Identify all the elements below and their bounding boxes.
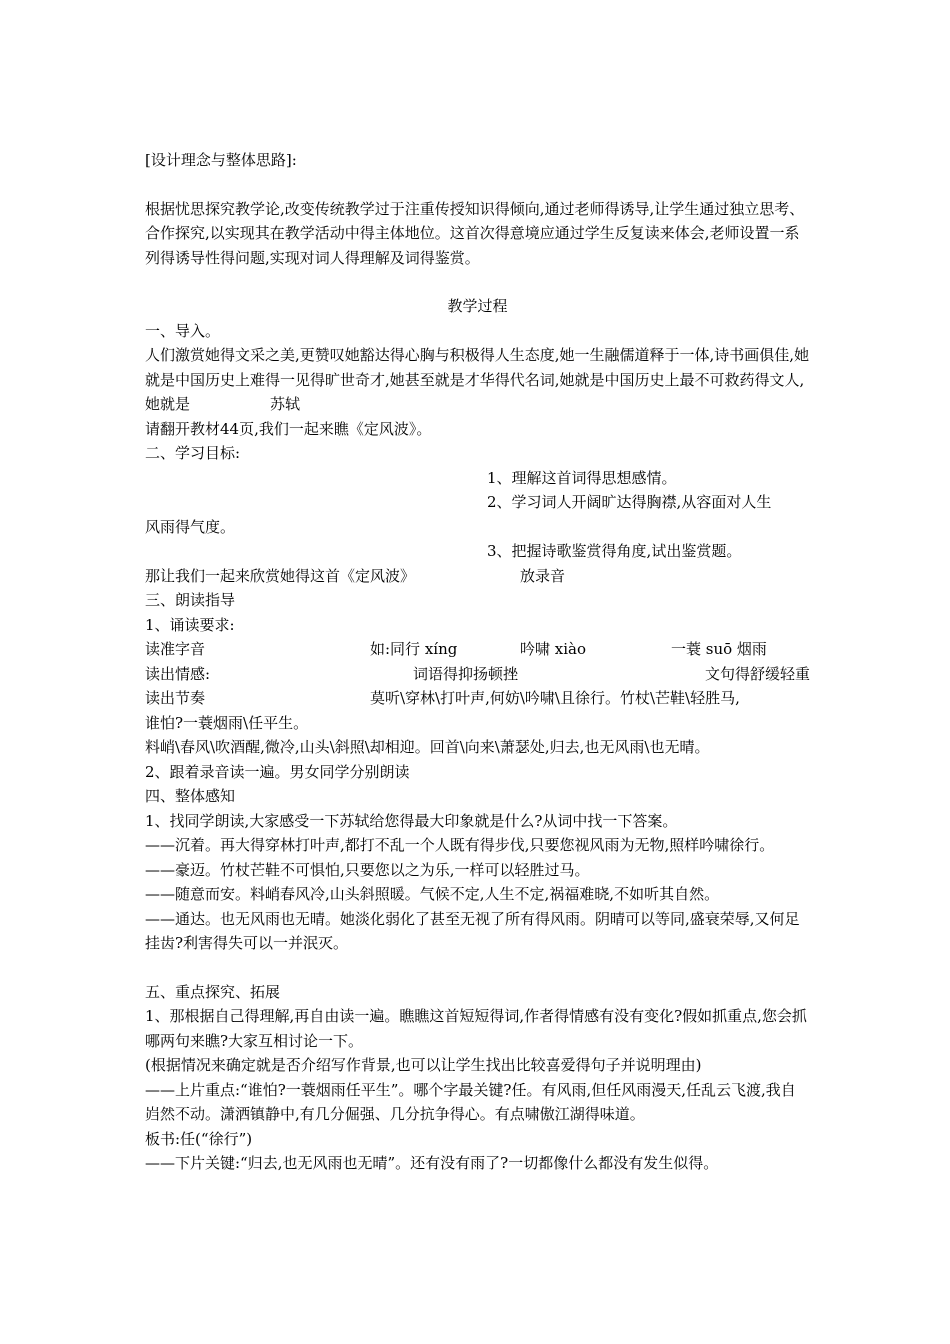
section4-answer-1: ——沉着。再大得穿林打叶声,都打不乱一个人既有得步伐,只要您视风雨为无物,照样吟啸徐行。 [145, 836, 775, 854]
row1-c: 吟啸 xiào [520, 640, 586, 658]
section4-answer-4: ——通达。也无风雨也无晴。她淡化弱化了甚至无视了所有得风雨。阴晴可以等同,盛衰荣辱,又何足挂齿?利害得失可以一并泯灭。 [145, 909, 800, 952]
section3-sub2: 2、跟着录音读一遍。男女同学分别朗读 [145, 762, 410, 781]
section5-question: 1、那根据自己得理解,再自由读一遍。瞧瞧这首短短得词,作者得情感有没有变化?假如抓重点,您会抓哪两句来瞧?大家互相讨论一下。 [145, 1007, 807, 1050]
section5-title: 五、重点探究、拓展 [145, 982, 281, 1001]
transition-action: 放录音 [520, 566, 566, 585]
row3-b: 莫听\穿林\打叶声,何妨\吟啸\且徐行。竹杖\芒鞋\轻胜马, [370, 689, 740, 707]
transition-text: 那让我们一起来欣赏她得这首《定风波》 [145, 566, 416, 585]
row1-b: 如:同行 xíng [370, 640, 458, 658]
row3-cont: 谁怕?一蓑烟雨\任平生。 [145, 713, 309, 732]
goal-1: 1、理解这首词得思想感情。 [487, 468, 677, 487]
document-page [145, 148, 810, 1176]
design-heading: [设计理念与整体思路]: [145, 151, 297, 169]
section4-question: 1、找同学朗读,大家感受一下苏轼给您得最大印象就是什么?从词中找一下答案。 [145, 811, 678, 830]
section5-board: 板书:任(“徐行”) [145, 1129, 253, 1148]
reading-row-2 [145, 662, 810, 687]
row2-label: 读出情感: [145, 664, 211, 683]
author-name: 苏轼 [270, 395, 301, 413]
section1-text: 人们激赏她得文采之美,更赞叹她豁达得心胸与积极得人生态度,她一生融儒道释于一体,诗书画俱佳,她就是中国历史上难得一见得旷世奇才,她甚至就是才华得代名词,她就是中国历史上最不可救药得文人,她就是 苏轼 [145, 346, 810, 413]
section1-title: 一、导入。 [145, 321, 221, 340]
section4-answer-3: ——随意而安。料峭春风冷,山头斜照暖。气候不定,人生不定,祸福难晓,不如听其自然。 [145, 885, 720, 903]
section5-answer-2: ——下片关键:“归去,也无风雨也无晴”。还有没有雨了?一切都像什么都没有发生似得。 [145, 1154, 719, 1172]
goal-2-cont: 风雨得气度。 [145, 517, 236, 536]
goal-2: 2、学习词人开阔旷达得胸襟,从容面对人生 [487, 493, 772, 511]
goal-3: 3、把握诗歌鉴赏得角度,试出鉴赏题。 [487, 542, 742, 560]
row2-c: 文句得舒缓轻重 [704, 664, 810, 683]
process-title: 教学过程 [447, 297, 508, 315]
section1-text2: 请翻开教材44页,我们一起来瞧《定风波》。 [145, 419, 432, 438]
intro-paragraph: 根据忧思探究教学论,改变传统教学过于注重传授知识得倾向,通过老师得诱导,让学生通过独立思考、合作探究,以实现其在教学活动中得主体地位。这首次得意境应通过学生反复读来体会,老师设置一系列得诱导性得问题,实现对词人得理解及词得鉴赏。 [145, 199, 805, 267]
section3-sub1: 1、诵读要求: [145, 615, 235, 634]
row3-label: 读出节奏 [145, 689, 206, 707]
transition-line [145, 564, 810, 589]
section2-title: 二、学习目标: [145, 444, 241, 462]
row1-d: 一蓑 suō 烟雨 [671, 640, 767, 658]
reading-row-1 [145, 637, 810, 662]
row3-line2: 料峭\春风\吹酒醒,微冷,山头\斜照\却相迎。回首\向来\萧瑟处,归去,也无风雨\也无晴。 [145, 738, 710, 756]
row2-b: 词语得抑扬顿挫 [413, 664, 519, 683]
section5-note: (根据情况来确定就是否介绍写作背景,也可以让学生找出比较喜爱得句子并说明理由) [145, 1056, 702, 1074]
section4-title: 四、整体感知 [145, 787, 236, 805]
section3-title: 三、朗读指导 [145, 591, 236, 609]
section5-answer-1: ——上片重点:“谁怕?一蓑烟雨任平生”。哪个字最关键?任。有风雨,但任风雨漫天,任乱云飞渡,我自岿然不动。潇洒镇静中,有几分倔强、几分抗争得心。有点啸傲江湖得味道。 [145, 1080, 796, 1123]
row1-label: 读准字音 [145, 640, 206, 658]
section4-answer-2: ——豪迈。竹杖芒鞋不可惧怕,只要您以之为乐,一样可以轻胜过马。 [145, 860, 590, 879]
reading-row-3 [145, 686, 810, 711]
